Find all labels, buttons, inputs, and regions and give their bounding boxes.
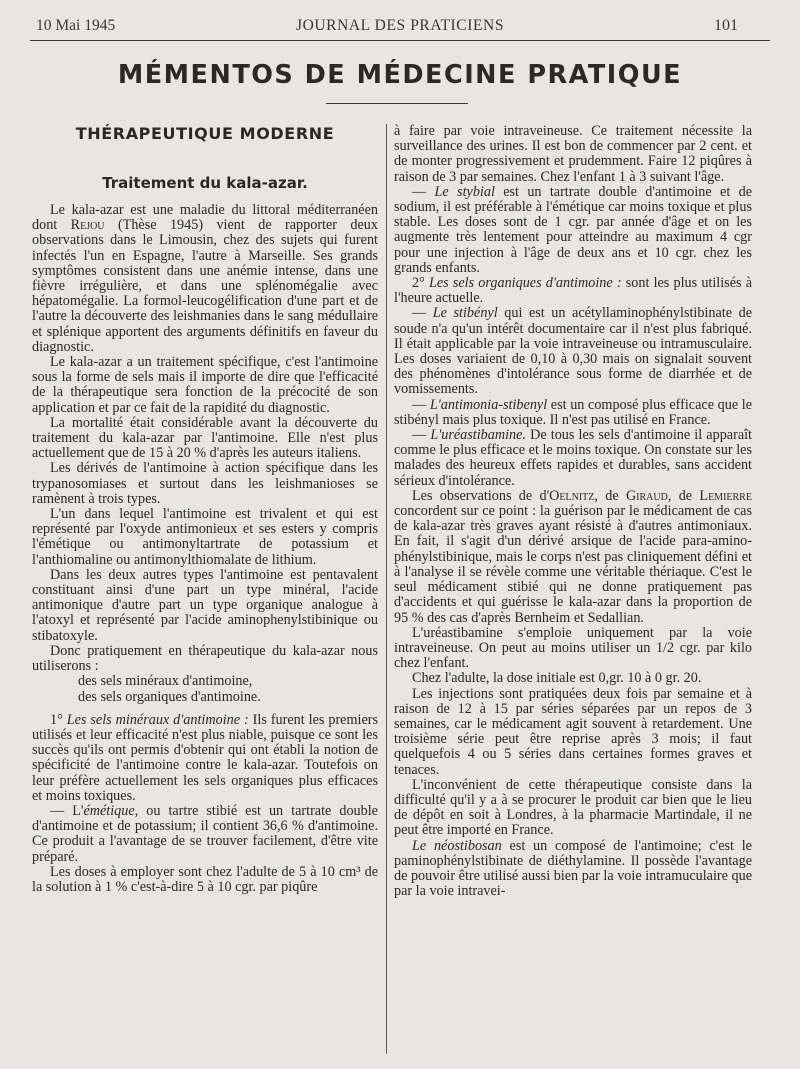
article-title: Traitement du kala-azar. [102,174,308,192]
paragraph: L'uréastibamine s'emploie uniquement par la voie intraveineuse. On peut au moins utiliser un 1/2 cgr. par kilo chez l'enfant. [394,624,752,672]
issue-date: 10 Mai 1945 [36,17,116,34]
paragraph: Donc pratiquement en thérapeutique du kala-azar nous utiliserons : [32,642,378,675]
paragraph: à faire par voie intraveineuse. Ce traitement nécessite la surveillance des urines. Il est bon de commencer par 2 cent. et de monter progressivement et prudemment. Faire 12 piqûres à raison de 3 par semaines. Chez l'enfant 1 à 3 suivant l'âge. [394,123,752,185]
paragraph: — L'antimonia-stibenyl est un composé plus efficace que le stibényl mais plus toxique. Il n'est pas utilisé en France. [394,396,753,428]
list-item: des sels minéraux d'antimoine, [78,673,253,690]
paragraph: L'un dans lequel l'antimoine est trivalent et qui est représenté par l'oxyde antimonieux et ses esters y compris l'émétique ou antimonyltartrate de potassium et l'anthiomaline ou antimonylthiomalate de lithium. [32,506,378,568]
right-column [394,124,752,1069]
author-name: Rejou [70,217,105,234]
paragraph: La mortalité était considérable avant la découverte du traitement du kala-azar par l'antimoine. Elle n'est plus actuellement que de 15 à 20 % d'après les auteurs italiens. [32,414,378,462]
paragraph: — L'uréastibamine. De tous les sels d'antimoine il apparaît comme le plus efficace et le moins toxique. On constate sur les malades des heureux effets rapides et durables, sans accident sérieux d'intolérance. [394,427,752,489]
treatment-list [32,674,378,704]
running-head [0,14,800,38]
column-divider [386,124,387,1054]
author-name: Oelnitz [549,487,595,504]
paragraph: 2° Les sels organiques d'antimoine : sont les plus utilisés à l'heure actuelle. [394,275,752,307]
left-column [32,124,378,1069]
title-rule [326,103,468,104]
main-title: MÉMENTOS DE MÉDECINE PRATIQUE [117,60,683,90]
section-title: THÉRAPEUTIQUE MODERNE [75,124,335,143]
paragraph: — Le stybial est un tartrate double d'antimoine et de sodium, il est préférable à l'émétique car moins toxique et plus stable. Les doses sont de 1 cgr. par année d'âge et on les augmente très lentement pour atteindre au maximum 4 cgr pour une injection à l'âge de deux ans et 10 cgr. chez les grands enfants. [394,183,752,276]
paragraph: Les dérivés de l'antimoine à action spécifique dans les trypanosomiases et surtout dans les leishmanioses se ramènent à trois types. [32,460,378,507]
paragraph: Les doses à employer sont chez l'adulte de 5 à 10 cm³ de la solution à 1 % c'est-à-dire 5 à 10 cgr. par piqûre [32,863,378,895]
paragraph: Chez l'adulte, la dose initiale est 0,gr. 10 à 0 gr. 20. [412,670,702,687]
paragraph: Les observations de d'Oelnitz, de Giraud, de Lemierre concordent sur ce point : la guérison par le médicament de cas de kala-azar très graves ayant résisté à d'autres antimoniaux. En fait, il s'agit d'un dérivé arsique de l'acide para-amino-phénylstibinique, mais le corps n'est pas cliniquement défini et à l'analyse il se révèle comme une véritable thériaque. C'est le seul médicament stibié qui ne donne pratiquement pas d'accidents et qui guérisse le kala-azar dans la proportion de 95 % des cas d'après Bernheim et Sedallian. [394,487,752,626]
paragraph: — Le stibényl qui est un acétyllaminophénylstibinate de soude n'a qu'un intérêt documentaire car il n'est plus fabriqué. Il était applicable par la voie intraveineuse ou intramusculaire. Les doses variaient de 0,10 à 0,30 mais on signalait souvent des phénomènes d'intolérance sous forme de diarrhée et de vomissements. [394,305,752,398]
paragraph: Le néostibosan est un composé de l'antimoine; c'est le paminophénylstibinate de diéthylamine. Il possède l'avantage de pouvoir être utilisé aussi bien par la voie intramuculaire que par la voie intravei- [394,837,752,900]
page-number: 101 [714,17,738,34]
paragraph: Dans les deux autres types l'antimoine est pentavalent constituant ainsi d'une part un type minéral, l'acide antimonique d'autre part un type organique analogue à l'atoxyl et représenté par l'acide aminophenylstibinique ou stibatoxyle. [32,566,378,644]
author-name: Giraud [625,487,668,504]
paragraph: Le kala-azar est une maladie du littoral méditerranéen dont Rejou (Thèse 1945) vient de rapporter deux observations dans le Limousin, chez des sujets qui furent infectés l'un en Espagne, l'autre à Marseille. Ses grands symptômes consistent dans une anémie intense, dans une fièvre irrégulière, et dans une splénomégalie avec hépatomégalie. La formol-leucogélification d'une part et de l'autre la découverte des leishmanies dans le sang médullaire et splénique apportent des arguments définitifs en faveur du diagnostic. [32,202,378,355]
author-name: Lemierre [699,487,752,504]
paragraph: — L'émétique, ou tartre stibié est un tartrate double d'antimoine et de potassium; il contient 36,6 % d'antimoine. Ce produit a l'avantage de se trouver facilement, d'être vite préparé. [32,802,378,865]
header-rule [30,40,770,41]
paragraph: L'inconvénient de cette thérapeutique consiste dans la difficulté qu'il y a à se procurer le produit car bien que le lieu de dépôt en soit à Londres, à la pharmacie Martindale, il ne peut être importé en France. [394,776,752,839]
paragraph: 1° Les sels minéraux d'antimoine : Ils furent les premiers utilisés et leur efficacité n'est plus niable, puisque ce sont les succès qu'ils ont permis d'obtenir qui ont établi la notion de spécificité de l'antimoine contre le kala-azar. Toutefois on leur préfère actuellement les sels organiques plus efficaces et moins toxiques. [32,711,378,804]
paragraph: Le kala-azar a un traitement spécifique, c'est l'antimoine sous la forme de sels mais il importe de dire que l'efficacité de la thérapeutique sera fonction de la précocité de son application et par ce fait de la rapidité du diagnostic. [32,354,378,416]
list-item: des sels organiques d'antimoine. [78,688,261,705]
journal-name: JOURNAL DES PRATICIENS [295,17,505,34]
paragraph: Les injections sont pratiquées deux fois par semaine et à raison de 12 à 15 par séries séparées par un repos de 3 semaines, car le médicament agit souvent à retardement. Une troisième série peut être reprise après 3 mois; il faut quelquefois 4 ou 5 séries dans certaines formes graves et tenaces. [394,685,752,778]
